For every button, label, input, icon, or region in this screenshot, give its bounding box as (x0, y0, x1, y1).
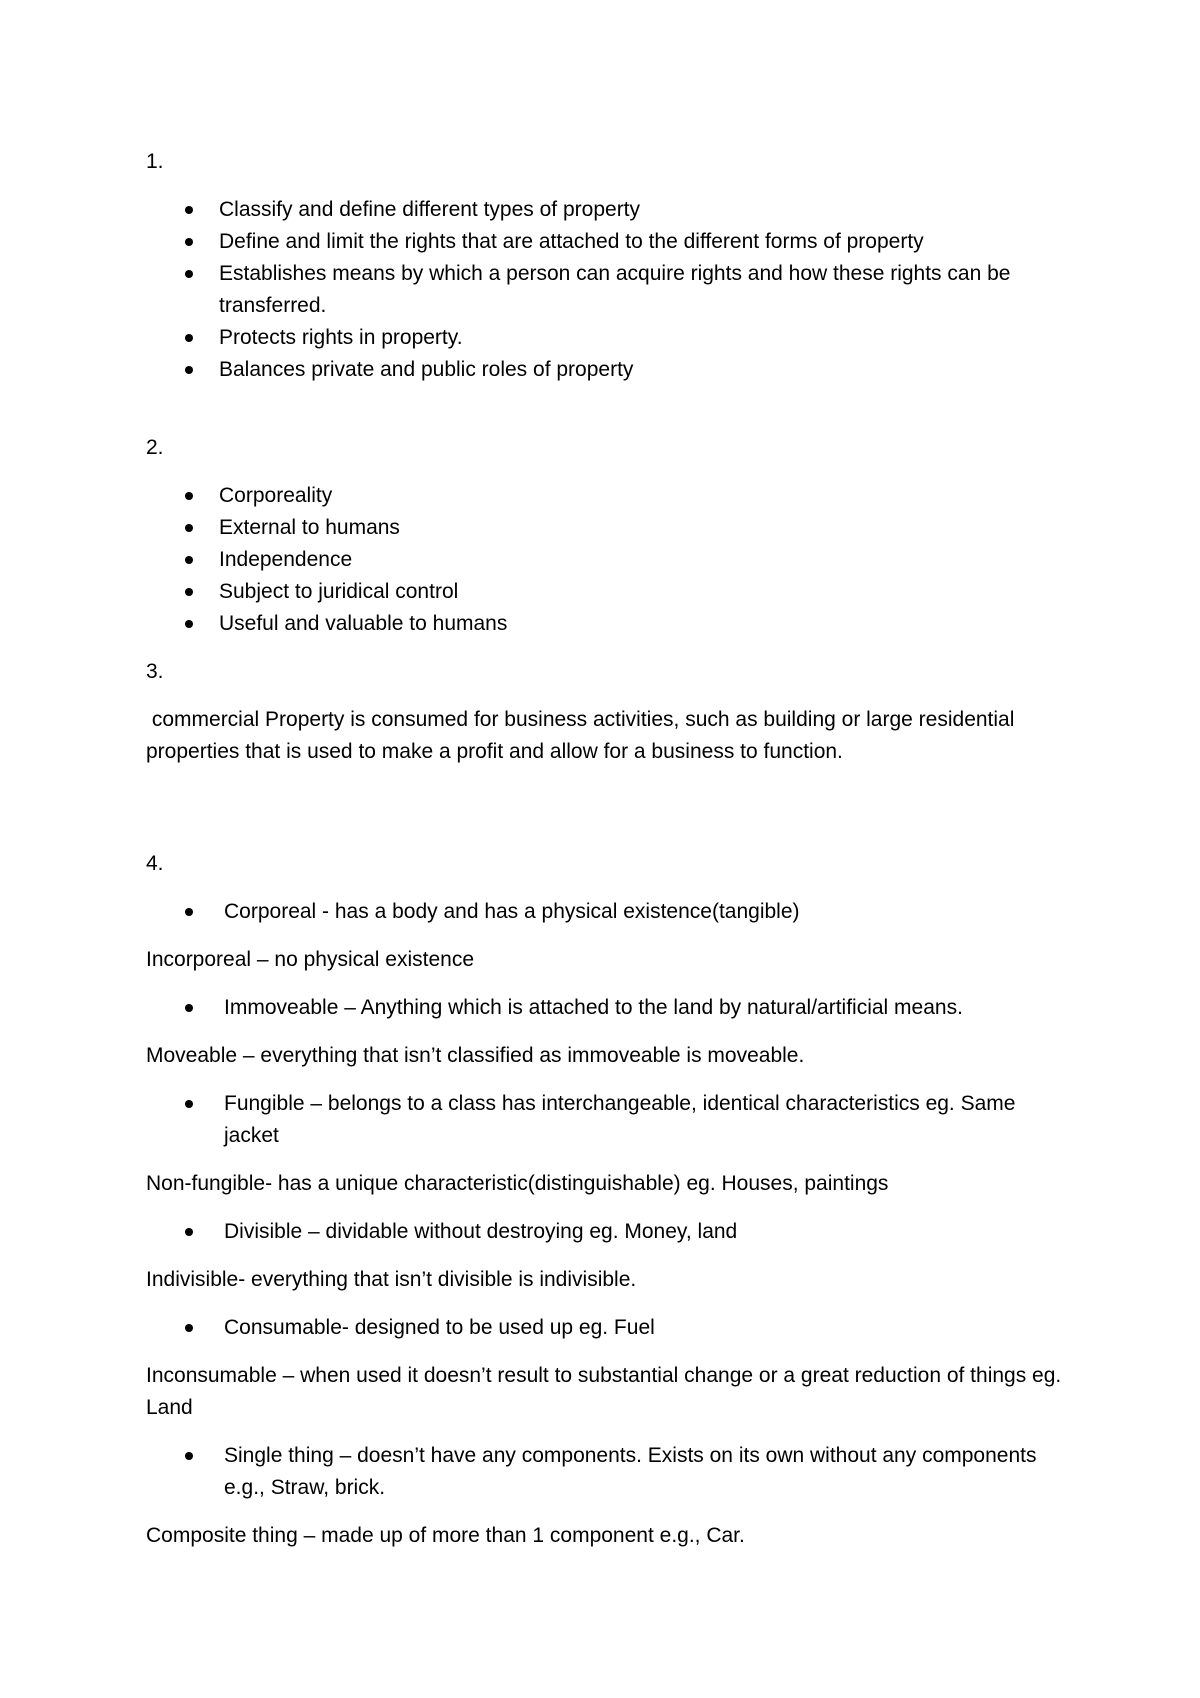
section-2 (146, 432, 1066, 640)
list-item: Classify and define different types of property (146, 194, 1066, 226)
section-number: 4. (146, 852, 164, 875)
contrast-line: Moveable – everything that isn’t classified as immoveable is moveable. (146, 1044, 805, 1067)
contrast-line: Incorporeal – no physical existence (146, 948, 475, 971)
section-number: 2. (146, 436, 164, 459)
section-4 (146, 848, 1066, 1552)
list-item: Consumable- designed to be used up eg. Fuel (146, 1312, 1066, 1344)
bullet-list (146, 480, 1066, 640)
bullet-list (146, 1312, 1066, 1344)
contrast-line: Indivisible- everything that isn’t divisible is indivisible. (146, 1268, 637, 1291)
bullet-list (146, 1088, 1066, 1152)
list-item: Useful and valuable to humans (146, 608, 1066, 640)
bullet-list (146, 1216, 1066, 1248)
section-number: 1. (146, 150, 164, 173)
list-item: Balances private and public roles of property (146, 354, 1066, 386)
list-item: External to humans (146, 512, 1066, 544)
list-item: Single thing – doesn’t have any components. Exists on its own without any components e.g., Straw, brick. (146, 1440, 1066, 1504)
list-item: Subject to juridical control (146, 576, 1066, 608)
bullet-list (146, 992, 1066, 1024)
list-item: Divisible – dividable without destroying eg. Money, land (146, 1216, 1066, 1248)
section-1 (146, 146, 1066, 386)
contrast-line: Composite thing – made up of more than 1 component e.g., Car. (146, 1524, 745, 1547)
bullet-list (146, 194, 1066, 386)
bullet-list (146, 896, 1066, 928)
document-body (146, 146, 1066, 1552)
list-item: Establishes means by which a person can acquire rights and how these rights can be transferred. (146, 258, 1066, 322)
bullet-list (146, 1440, 1066, 1504)
list-item: Fungible – belongs to a class has interchangeable, identical characteristics eg. Same jacket (146, 1088, 1066, 1152)
list-item: Protects rights in property. (146, 322, 1066, 354)
section-number: 3. (146, 660, 164, 683)
list-item: Independence (146, 544, 1066, 576)
list-item: Corporeal - has a body and has a physical existence(tangible) (146, 896, 1066, 928)
list-item: Corporeality (146, 480, 1066, 512)
list-item: Define and limit the rights that are attached to the different forms of property (146, 226, 1066, 258)
contrast-line: Inconsumable – when used it doesn’t result to substantial change or a great reduction of things eg. Land (146, 1364, 1062, 1419)
section-3 (146, 656, 1066, 768)
list-item: Immoveable – Anything which is attached to the land by natural/artificial means. (146, 992, 1066, 1024)
paragraph: commercial Property is consumed for business activities, such as building or large residential properties that is used to make a profit and allow for a business to function. (146, 708, 1021, 763)
contrast-line: Non-fungible- has a unique characteristic(distinguishable) eg. Houses, paintings (146, 1172, 889, 1195)
